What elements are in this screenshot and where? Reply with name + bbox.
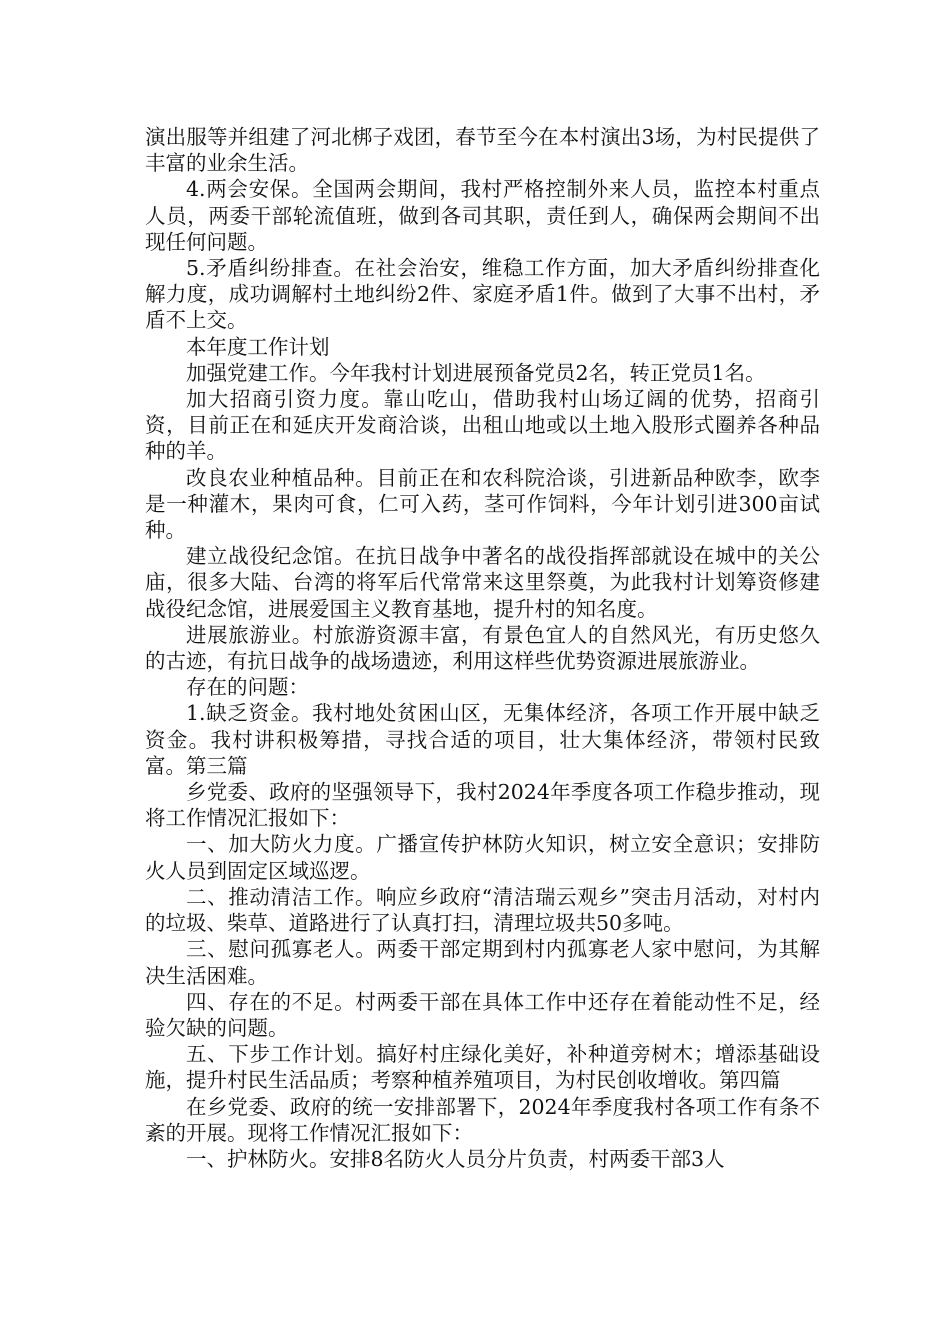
- paragraph: 一、加大防火力度。广播宣传护林防火知识，树立安全意识；安排防火人员到固定区域巡逻。: [145, 832, 820, 883]
- paragraph: 一、护林防火。安排8名防火人员分片负责，村两委干部3人: [186, 1146, 725, 1171]
- section-heading: 本年度工作计划: [186, 334, 330, 359]
- paragraph: 加大招商引资力度。靠山吃山，借助我村山场辽阔的优势，招商引资，目前正在和延庆开发商洽谈，出租山地或以土地入股形式圈养各种品种的羊。: [145, 387, 820, 464]
- paragraph: 4.两会安保。全国两会期间，我村严格控制外来人员，监控本村重点人员，两委干部轮流值班，做到各司其职，责任到人，确保两会期间不出现任何问题。: [145, 177, 820, 254]
- paragraph: 进展旅游业。村旅游资源丰富，有景色宜人的自然风光，有历史悠久的古迹，有抗日战争的战场遗迹，利用这样些优势资源进展旅游业。: [145, 622, 820, 674]
- document-body: [145, 124, 820, 1172]
- paragraph: 建立战役纪念馆。在抗日战争中著名的战役指挥部就设在城中的关公庙，很多大陆、台湾的将军后代常常来这里祭奠，为此我村计划筹资修建战役纪念馆，进展爱国主义教育基地，提升村的知名度。: [145, 544, 820, 621]
- paragraph: 5.矛盾纠纷排查。在社会治安，维稳工作方面，加大矛盾纠纷排查化解力度，成功调解村土地纠纷2件、家庭矛盾1件。做到了大事不出村，矛盾不上交。: [145, 256, 820, 333]
- paragraph: 三、慰问孤寡老人。两委干部定期到村内孤寡老人家中慰问，为其解决生活困难。: [145, 937, 820, 988]
- section-heading: 存在的问题：: [186, 675, 309, 700]
- paragraph: 二、推动清洁工作。响应乡政府“清洁瑞云观乡”突击月活动，对村内的垃圾、柴草、道路进行了认真打扫，清理垃圾共50多吨。: [145, 884, 820, 936]
- paragraph: 加强党建工作。今年我村计划进展预备党员2名，转正党员1名。: [186, 360, 766, 385]
- paragraph: 1.缺乏资金。我村地处贫困山区，无集体经济，各项工作开展中缺乏资金。我村讲积极筹措，寻找合适的项目，壮大集体经济，带领村民致富。第三篇: [145, 701, 820, 778]
- paragraph: 五、下步工作计划。搞好村庄绿化美好，补种道旁树木；增添基础设施，提升村民生活品质；考察种植养殖项目，为村民创收增收。第四篇: [145, 1042, 820, 1093]
- paragraph: 改良农业种植品种。目前正在和农科院洽谈，引进新品种欧李，欧李是一种灌木，果肉可食，仁可入药，茎可作饲料，今年计划引进300亩试种。: [145, 465, 820, 543]
- paragraph: 演出服等并组建了河北梆子戏团，春节至今在本村演出3场，为村民提供了丰富的业余生活。: [145, 125, 820, 176]
- paragraph: 四、存在的不足。村两委干部在具体工作中还存在着能动性不足，经验欠缺的问题。: [145, 989, 820, 1040]
- paragraph: 在乡党委、政府的统一安排部署下，2024年季度我村各项工作有条不紊的开展。现将工作情况汇报如下：: [145, 1094, 820, 1145]
- paragraph: 乡党委、政府的坚强领导下，我村2024年季度各项工作稳步推动，现将工作情况汇报如下：: [145, 780, 820, 831]
